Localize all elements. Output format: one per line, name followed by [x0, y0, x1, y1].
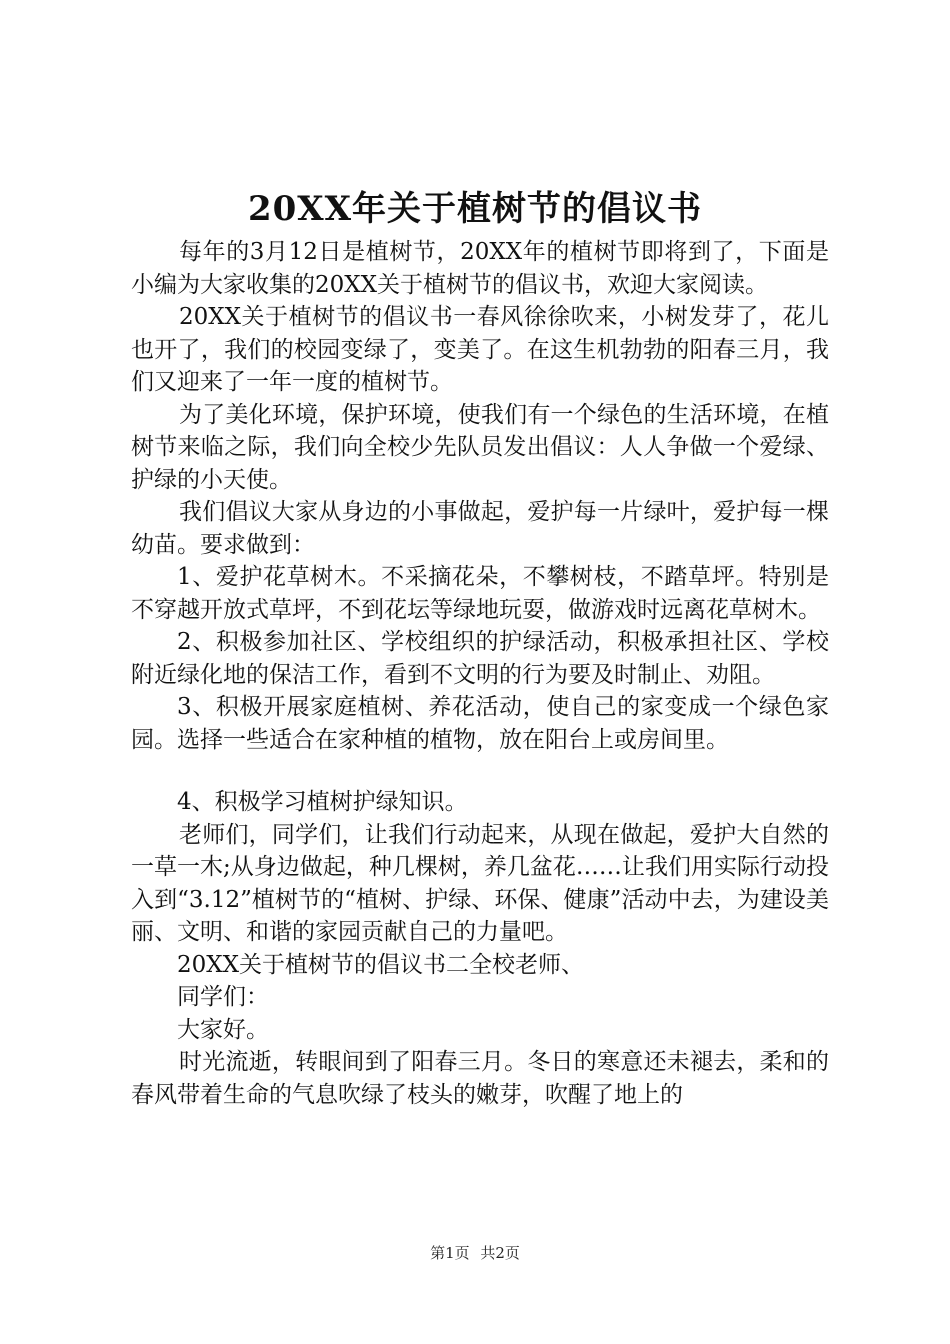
paragraph-purpose: 为了美化环境，保护环境，使我们有一个绿色的生活环境，在植树节来临之际，我们向全校少先队员发出倡议：人人争做一个爱绿、护绿的小天使。	[131, 401, 829, 493]
page-total: 共2页	[480, 1244, 520, 1262]
page-number: 第1页	[430, 1244, 470, 1262]
paragraph-salutation: 同学们：	[177, 984, 269, 1010]
list-item-4: 4、积极学习植树护绿知识。	[177, 789, 468, 815]
page-footer	[0, 1243, 950, 1263]
paragraph-greeting: 大家好。	[177, 1016, 269, 1043]
paragraph-letter-two-heading: 20XX关于植树节的倡议书二全校老师、	[177, 951, 585, 978]
paragraph-letter-one-opening: 20XX关于植树节的倡议书一春风徐徐吹来，小树发芽了，花儿也开了，我们的校园变绿了，变美了。在这生机勃勃的阳春三月，我们又迎来了一年一度的植树节。	[131, 304, 829, 395]
list-item-2: 2、积极参加社区、学校组织的护绿活动，积极承担社区、学校附近绿化地的保洁工作，看到不文明的行为要及时制止、劝阻。	[131, 629, 829, 688]
paragraph-call-to-action: 我们倡议大家从身边的小事做起，爱护每一片绿叶，爱护每一棵幼苗。要求做到：	[131, 499, 829, 558]
document-body	[131, 236, 829, 1111]
list-item-1: 1、爱护花草树木。不采摘花朵，不攀树枝，不踏草坪。特别是不穿越开放式草坪，不到花坛等绿地玩耍，做游戏时远离花草树木。	[131, 564, 829, 623]
list-item-3: 3、积极开展家庭植树、养花活动，使自己的家变成一个绿色家园。选择一些适合在家种植的植物，放在阳台上或房间里。	[131, 694, 829, 753]
paragraph-letter-two-body: 时光流逝，转眼间到了阳春三月。冬日的寒意还未褪去，柔和的春风带着生命的气息吹绿了枝头的嫩芽，吹醒了地上的	[131, 1049, 829, 1108]
paragraph-intro: 每年的3月12日是植树节，20XX年的植树节即将到了，下面是小编为大家收集的20XX关于植树节的倡议书，欢迎大家阅读。	[131, 239, 829, 298]
document-title: 20XX年关于植树节的倡议书	[247, 189, 703, 229]
paragraph-closing-appeal: 老师们，同学们，让我们行动起来，从现在做起，爱护大自然的一草一木;从身边做起，种几棵树，养几盆花……让我们用实际行动投入到“3.12”植树节的“植树、护绿、环保、健康”活动中去，为建设美丽、文明、和谐的家园贡献自己的力量吧。	[131, 821, 829, 945]
